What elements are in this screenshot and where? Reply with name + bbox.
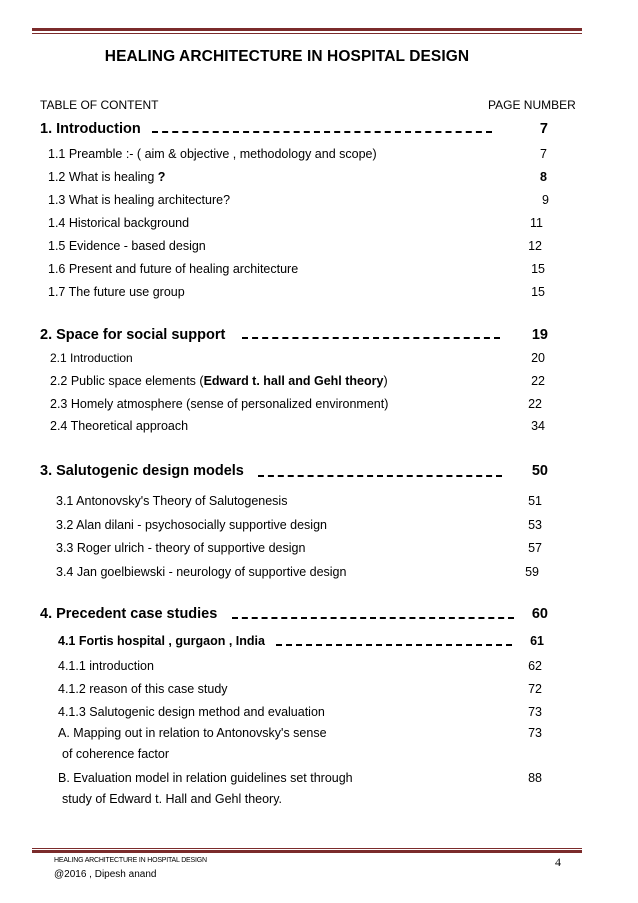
toc-entry-4-1-2[interactable] [0, 682, 638, 702]
document-title: HEALING ARCHITECTURE IN HOSPITAL DESIGN [104, 48, 470, 65]
toc-entry-2-2[interactable] [0, 374, 638, 394]
toc-label: 4.1.2 reason of this case study [58, 682, 228, 696]
toc-label-pre: 2.2 Public space elements ( [50, 374, 204, 388]
toc-page: 15 [531, 262, 545, 276]
toc-page: 61 [530, 634, 544, 648]
toc-label: 3.3 Roger ulrich - theory of supportive design [56, 541, 306, 555]
toc-chapter-4[interactable] [0, 606, 638, 626]
toc-label-text: 1.2 What is healing [48, 170, 158, 184]
toc-page: 11 [530, 216, 543, 230]
toc-label: 2.3 Homely atmosphere (sense of personalized environment) [50, 397, 389, 411]
toc-page: 15 [531, 285, 545, 299]
toc-label: study of Edward t. Hall and Gehl theory. [62, 792, 283, 806]
toc-label: 3. Salutogenic design models [40, 463, 244, 479]
toc-entry-a[interactable] [0, 726, 638, 746]
toc-label [48, 170, 165, 184]
toc-label: 1.7 The future use group [48, 285, 185, 299]
toc-label: 2.1 Introduction [50, 351, 133, 365]
toc-label: 2.4 Theoretical approach [50, 419, 189, 433]
toc-page: 9 [542, 193, 549, 207]
toc-label-bold: Edward t. hall and Gehl theory [203, 374, 384, 388]
toc-page: 51 [528, 494, 542, 508]
footer-rule-thick [32, 850, 582, 853]
leader-dashes [258, 475, 502, 477]
toc-entry-3-1[interactable] [0, 494, 638, 514]
toc-page: 72 [528, 682, 542, 696]
toc-label: of coherence factor [62, 747, 170, 761]
toc-page: 73 [528, 726, 542, 740]
toc-page: 12 [528, 239, 542, 253]
toc-page: 57 [528, 541, 542, 555]
toc-chapter-1[interactable] [0, 121, 638, 141]
leader-dashes [152, 131, 492, 133]
toc-label-post: ) [383, 374, 388, 388]
toc-entry-1-7[interactable] [0, 285, 638, 305]
toc-page: 62 [528, 659, 542, 673]
toc-label: 1.4 Historical background [48, 216, 190, 230]
leader-dashes [232, 617, 514, 619]
toc-page: 53 [528, 518, 542, 532]
footer-running-title: HEALING ARCHITECTURE IN HOSPITAL DESIGN [54, 857, 207, 864]
toc-page: 20 [531, 351, 545, 365]
toc-page: 34 [531, 419, 545, 433]
toc-entry-b[interactable] [0, 771, 638, 791]
toc-label: 3.1 Antonovsky's Theory of Salutogenesis [56, 494, 288, 508]
toc-page: 50 [531, 463, 548, 479]
toc-entry-2-1[interactable] [0, 351, 638, 371]
toc-page: 19 [531, 327, 548, 343]
toc-page: 73 [528, 705, 542, 719]
toc-page: 22 [528, 397, 542, 411]
toc-chapter-3[interactable] [0, 463, 638, 483]
toc-label: 3.4 Jan goelbiewski - neurology of supportive design [56, 565, 347, 579]
toc-page: 7 [540, 147, 547, 161]
toc-label: 4.1.1 introduction [58, 659, 154, 673]
toc-entry-1-5[interactable] [0, 239, 638, 259]
leader-dashes [242, 337, 500, 339]
toc-label: 4. Precedent case studies [40, 606, 218, 622]
toc-label: B. Evaluation model in relation guidelines set through [58, 771, 353, 785]
toc-page: 7 [539, 121, 548, 137]
page-number-header: PAGE NUMBER [488, 98, 576, 112]
toc-label: 1. Introduction [40, 121, 141, 137]
toc-entry-3-2[interactable] [0, 518, 638, 538]
toc-label: 1.3 What is healing architecture? [48, 193, 231, 207]
toc-entry-4-1[interactable] [0, 634, 638, 654]
top-rule-thin [32, 33, 582, 34]
footer-copyright: @2016 , Dipesh anand [54, 869, 157, 880]
footer-rule-thin [32, 848, 582, 849]
top-rule-thick [32, 28, 582, 31]
toc-entry-2-3[interactable] [0, 397, 638, 417]
toc-entry-a-continued [0, 747, 638, 767]
toc-entry-3-3[interactable] [0, 541, 638, 561]
toc-entry-1-6[interactable] [0, 262, 638, 282]
toc-label: 4.1 Fortis hospital , gurgaon , India [58, 634, 265, 648]
toc-entry-4-1-1[interactable] [0, 659, 638, 679]
footer-page-number: 4 [555, 855, 561, 869]
toc-entry-1-3[interactable] [0, 193, 638, 213]
toc-entry-1-1[interactable] [0, 147, 638, 167]
toc-entry-1-2[interactable] [0, 170, 638, 190]
toc-label: 1.5 Evidence - based design [48, 239, 206, 253]
toc-page: 8 [540, 170, 547, 184]
toc-entry-3-4[interactable] [0, 565, 638, 585]
toc-label: A. Mapping out in relation to Antonovsky's sense [58, 726, 327, 740]
toc-chapter-2[interactable] [0, 327, 638, 347]
toc-label-bold: ? [157, 170, 166, 184]
toc-entry-2-4[interactable] [0, 419, 638, 439]
toc-header: TABLE OF CONTENT [40, 98, 159, 112]
toc-page: 60 [531, 606, 548, 622]
toc-label: 2. Space for social support [40, 327, 226, 343]
toc-label [50, 374, 388, 388]
toc-page: 59 [525, 565, 539, 579]
toc-label: 1.6 Present and future of healing architecture [48, 262, 299, 276]
toc-entry-1-4[interactable] [0, 216, 638, 236]
toc-entry-b-continued [0, 792, 638, 812]
toc-page: 88 [528, 771, 542, 785]
toc-entry-4-1-3[interactable] [0, 705, 638, 725]
toc-label: 4.1.3 Salutogenic design method and evaluation [58, 705, 325, 719]
toc-page: 22 [531, 374, 545, 388]
toc-label: 3.2 Alan dilani - psychosocially supportive design [56, 518, 327, 532]
toc-label: 1.1 Preamble :- ( aim & objective , methodology and scope) [48, 147, 377, 161]
leader-dashes [276, 644, 512, 646]
